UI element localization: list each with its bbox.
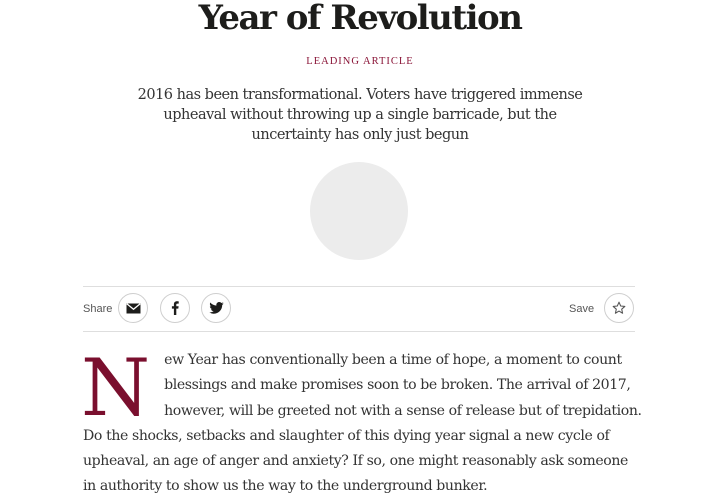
share-facebook-button[interactable] [160,293,190,323]
dropcap-letter: N [81,342,151,434]
twitter-icon [209,302,224,314]
section-label-link[interactable]: LEADING ARTICLE [306,56,414,67]
paragraph-text: ew Year has conventionally been a time of hope, a moment to count blessings and make promises soon to be broken. The arrival of 2017, however, will be greeted not with a sense of release but of trepidation. Do the shocks, setbacks and slaughter of this dying year signal a new cycle of upheaval, an age of anger and anxiety? If so, one might reasonably ask someone in authority to show us the way to the underground bunker. [83,352,642,495]
share-twitter-button[interactable] [201,293,231,323]
share-email-button[interactable] [118,293,148,323]
article-body-paragraph [81,342,643,500]
share-bar [83,286,635,332]
article-headline: Year of Revolution [198,0,522,38]
facebook-icon [171,301,179,315]
share-label: Share [83,303,113,315]
article-standfirst: 2016 has been transformational. Voters have triggered immense upheaval without throwing up a single barricade, but the uncertainty has only just begun [137,87,583,143]
save-label: Save [569,303,595,315]
email-icon [126,303,141,314]
star-icon [612,301,626,315]
avatar-placeholder [310,162,408,260]
save-button[interactable] [604,293,634,323]
